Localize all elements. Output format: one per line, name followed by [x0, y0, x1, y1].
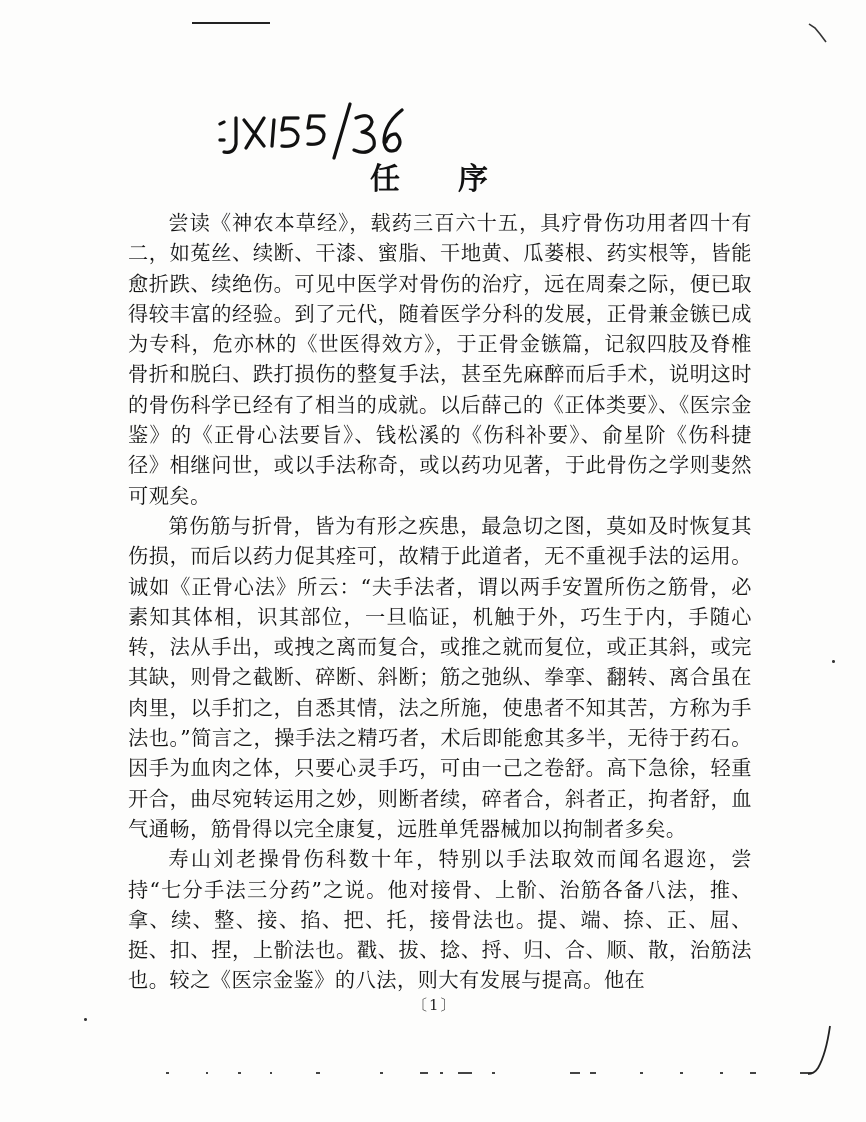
paragraph-2: 第伤筋与折骨，皆为有形之疾患，最急切之图，莫如及时恢复其伤损，而后以药力促其痊可，故精于此道者，无不重视手法的运用。诚如《正骨心法》所云：“夫手法者，谓以两手安置所伤之筋骨，必素知其体相，识其部位，一旦临证，机触于外，巧生于内，手随心转，法从手出，或拽之离而复合，或推之就而复位，或正其斜，或完其缺，则骨之截断、碎断、斜断；筋之弛纵、拳挛、翻转、离合虽在肉里，以手扪之，自悉其情，法之所施，使患者不知其苦，方称为手法也。”简言之，操手法之精巧者，术后即能愈其多半，无待于药石。因手为血肉之体，只要心灵手巧，可由一己之卷舒。高下急徐，轻重开合，曲尽宛转运用之妙，则断者续，碎者合，斜者正，拘者舒，血气通畅，筋骨得以完全康复，远胜单凭器械加以拘制者多矣。 [128, 513, 752, 841]
page-number: 〔1〕 [412, 996, 458, 1014]
top-rule-mark [192, 22, 270, 24]
paragraph-3: 寿山刘老操骨伤科数十年，特别以手法取效而闻名遐迩，尝持“七分手法三分药”之说。他对接骨、上骱、治筋各备八法，推、拿、续、整、接、掐、把、托，接骨法也。提、端、捺、正、屈、挺、扣、捏，上骱法也。戳、拔、捻、捋、归、合、顺、散，治筋法也。较之《医宗金鉴》的八法，则大有发展与提高。他在 [128, 847, 752, 993]
bottom-scan-noise [120, 1068, 820, 1078]
corner-pen-stroke [800, 1024, 836, 1084]
body-text [128, 208, 752, 996]
paragraph-1: 尝读《神农本草经》，载药三百六十五，具疗骨伤功用者四十有二，如菟丝、续断、干漆、蜜脂、干地黄、瓜蒌根、药实根等，皆能愈折跌、续绝伤。可见中医学对骨伤的治疗，远在周秦之际，便已取得较丰富的经验。到了元代，随着医学分科的发展，正骨兼金镞已成为专科，危亦林的《世医得效方》，于正骨金镞篇，记叙四肢及脊椎骨折和脱臼、跌打损伤的整复手法，甚至先麻醉而后手术，说明这时的骨伤科学已经有了相当的成就。以后薛己的《正体类要》、《医宗金鉴》的《正骨心法要旨》、钱松溪的《伤科补要》、俞星阶《伤科捷径》相继问世，或以手法称奇，或以药功见著，于此骨伤之学则斐然可观矣。 [128, 211, 752, 508]
corner-scan-mark [808, 22, 828, 44]
scan-speck [832, 660, 835, 663]
scan-speck [84, 1018, 87, 1021]
page-title: 任序 [370, 162, 546, 197]
